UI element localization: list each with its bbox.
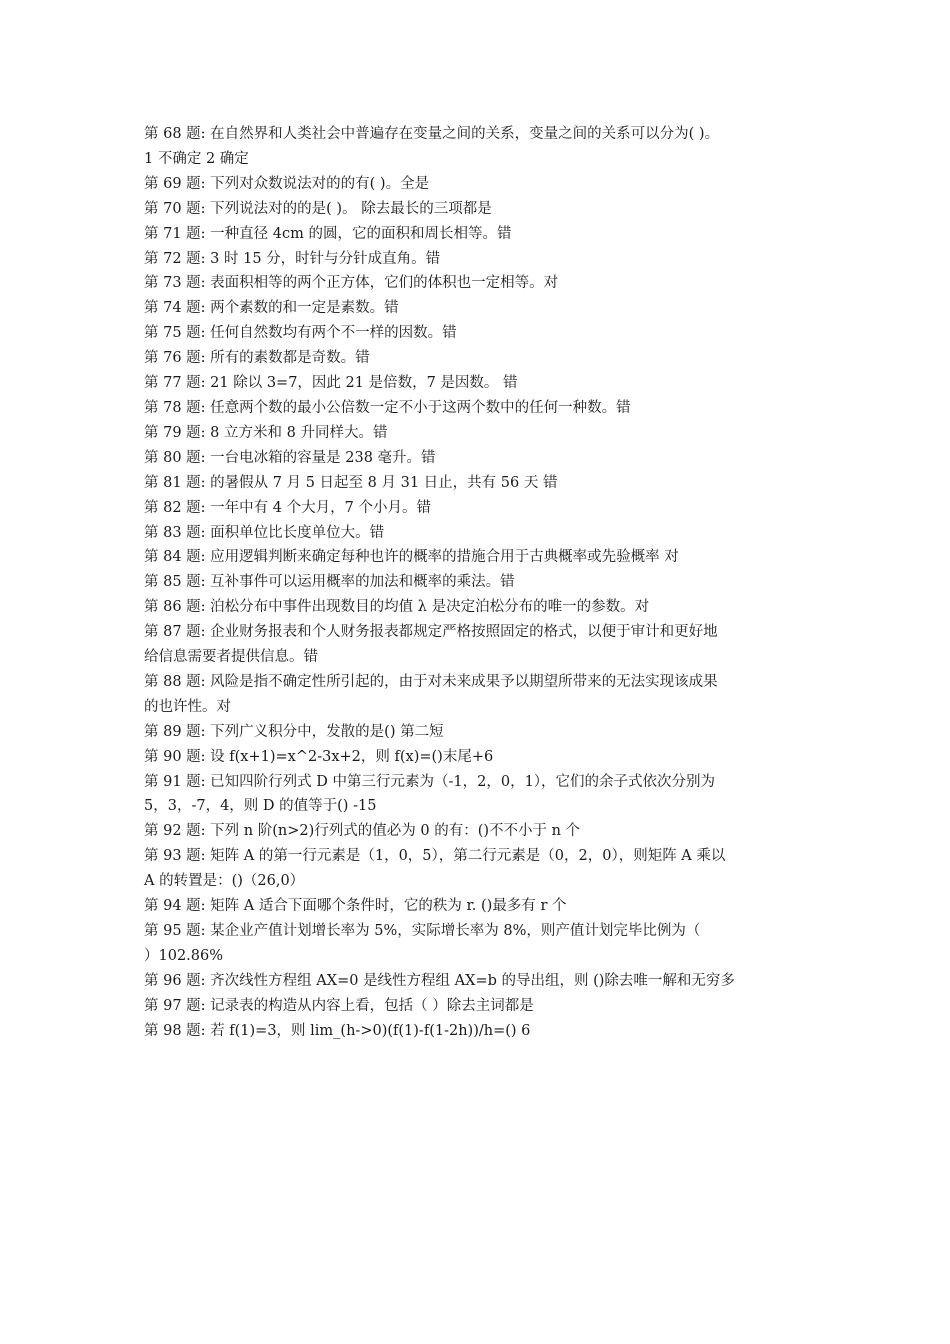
- text-line: 第 79 题: 8 立方米和 8 升同样大。错: [144, 424, 388, 441]
- text-line: 第 74 题: 两个素数的和一定是素数。错: [144, 300, 399, 317]
- text-line: 第 91 题: 已知四阶行列式 D 中第三行元素为（-1，2，0，1），它们的余子式依次分别为: [144, 773, 716, 790]
- document-body: [144, 122, 814, 1044]
- text-line: 第 73 题: 表面积相等的两个正方体，它们的体积也一定相等。对: [144, 275, 559, 292]
- text-line: 第 83 题: 面积单位比长度单位大。错: [144, 524, 385, 541]
- text-line: 第 68 题: 在自然界和人类社会中普遍存在变量之间的关系，变量之间的关系可以分为( )。: [144, 126, 720, 142]
- text-line: 第 80 题: 一台电冰箱的容量是 238 毫升。错: [144, 449, 436, 466]
- text-line: 第 96 题: 齐次线性方程组 AX=0 是线性方程组 AX=b 的导出组，则 ()除去唯一解和无穷多: [144, 972, 735, 989]
- text-line: 第 78 题: 任意两个数的最小公倍数一定不小于这两个数中的任何一种数。错: [144, 399, 631, 416]
- text-line: 第 87 题: 企业财务报表和个人财务报表都规定严格按照固定的格式，以便于审计和更好地: [144, 624, 718, 641]
- text-line: 第 94 题: 矩阵 A 适合下面哪个条件时，它的秩为 r. ()最多有 r 个: [144, 898, 567, 915]
- text-line: 的也许性。对: [144, 698, 231, 715]
- text-line: 第 75 题: 任何自然数均有两个不一样的因数。错: [144, 325, 457, 342]
- text-line: 第 88 题: 风险是指不确定性所引起的，由于对未来成果予以期望所带来的无法实现该成果: [144, 673, 718, 690]
- text-line: 第 97 题: 记录表的构造从内容上看，包括（ ）除去主词都是: [144, 997, 534, 1014]
- text-line: 第 77 题: 21 除以 3=7，因此 21 是倍数，7 是因数。 错: [144, 375, 518, 392]
- text-line: 第 81 题: 的暑假从 7 月 5 日起至 8 月 31 日止，共有 56 天 错: [144, 474, 558, 491]
- text-line: A 的转置是：()（26,0）: [144, 873, 305, 890]
- text-line: 5，3，-7，4，则 D 的值等于() -15: [144, 798, 377, 815]
- text-line: 第 86 题: 泊松分布中事件出现数目的均值 λ 是决定泊松分布的唯一的参数。对: [144, 599, 650, 616]
- text-line: 1 不确定 2 确定: [144, 150, 249, 167]
- text-line: 第 92 题: 下列 n 阶(n>2)行列式的值必为 0 的有：()不不小于 n 个: [144, 823, 581, 840]
- text-line: 第 72 题: 3 时 15 分，时针与分针成直角。错: [144, 250, 441, 267]
- text-line: 第 82 题: 一年中有 4 个大月，7 个小月。错: [144, 499, 431, 516]
- text-line: 第 76 题: 所有的素数都是奇数。错: [144, 350, 370, 367]
- text-line: 第 70 题: 下列说法对的的是( )。 除去最长的三项都是: [144, 200, 492, 217]
- text-line: 给信息需要者提供信息。错: [144, 649, 318, 666]
- text-line: ）102.86%: [144, 947, 224, 964]
- text-line: 第 89 题: 下列广义积分中，发散的是() 第二短: [144, 723, 444, 740]
- text-line: 第 93 题: 矩阵 A 的第一行元素是（1，0，5），第二行元素是（0，2，0），则矩阵 A 乘以: [144, 848, 726, 865]
- text-line: 第 85 题: 互补事件可以运用概率的加法和概率的乘法。错: [144, 574, 515, 591]
- text-line: 第 84 题: 应用逻辑判断来确定每种也许的概率的措施合用于古典概率或先验概率 对: [144, 549, 679, 566]
- text-line: 第 98 题: 若 f(1)=3，则 lim_(h->0)(f(1)-f(1-2h))/h=() 6: [144, 1022, 531, 1039]
- text-line: 第 90 题: 设 f(x+1)=x^2-3x+2，则 f(x)=()末尾+6: [144, 748, 494, 765]
- text-line: 第 69 题: 下列对众数说法对的的有( )。全是: [144, 175, 430, 192]
- text-line: 第 95 题: 某企业产值计划增长率为 5%，实际增长率为 8%，则产值计划完毕比例为（: [144, 923, 701, 939]
- text-line: 第 71 题: 一种直径 4cm 的圆，它的面积和周长相等。错: [144, 225, 512, 242]
